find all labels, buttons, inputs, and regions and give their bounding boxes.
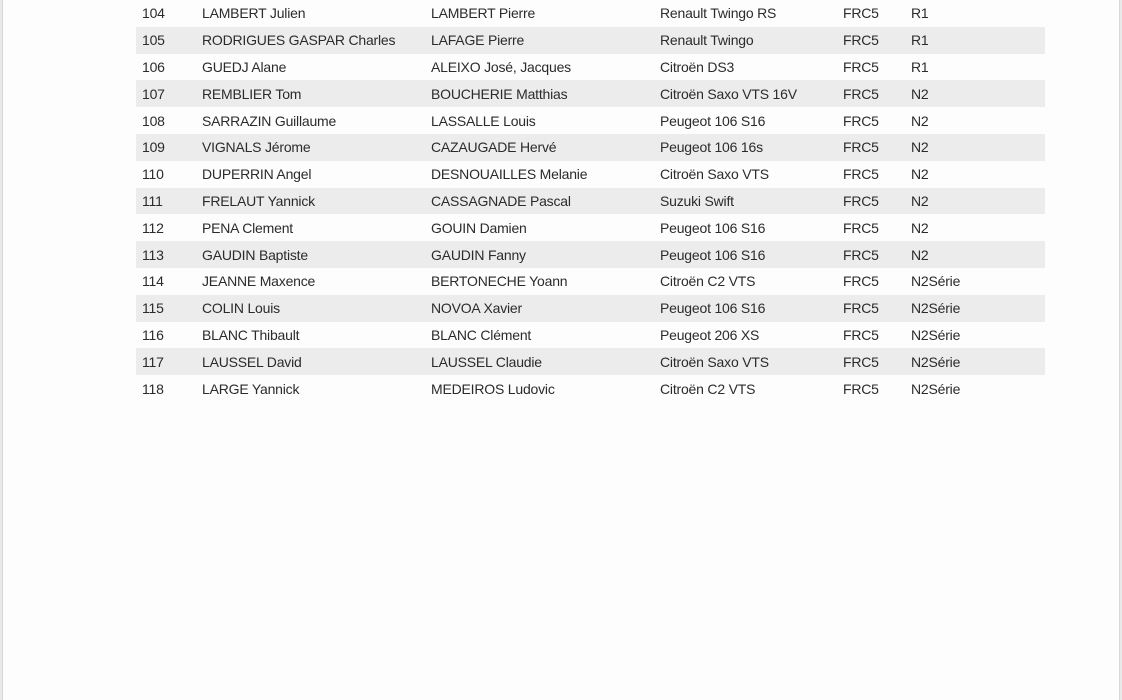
copilot-name: BLANC Clément	[431, 326, 532, 343]
entry-group: R1	[911, 27, 1045, 54]
car-model: Citroën Saxo VTS	[660, 166, 769, 183]
table-row	[136, 134, 1045, 161]
car-model: Renault Twingo	[660, 27, 843, 54]
entry-group: N2	[911, 134, 1045, 161]
pilot-name: LAMBERT Julien	[202, 5, 306, 22]
entry-list-table	[136, 0, 1045, 402]
entry-group: N2Série	[911, 273, 961, 290]
pilot-name: LAUSSEL David	[202, 348, 431, 375]
entry-group: N2Série	[911, 348, 1045, 375]
entry-number: 118	[142, 380, 164, 397]
pilot-name: GAUDIN Baptiste	[202, 241, 431, 268]
copilot-name: CASSAGNADE Pascal	[431, 188, 660, 215]
entry-class: FRC5	[843, 326, 879, 343]
pilot-name: LARGE Yannick	[202, 380, 300, 397]
entry-number: 110	[142, 166, 164, 183]
table-row	[136, 27, 1045, 54]
table-row	[136, 322, 1045, 349]
entry-class: FRC5	[843, 273, 879, 290]
copilot-name: LASSALLE Louis	[431, 112, 536, 129]
entry-number: 106	[142, 58, 165, 75]
table-row	[136, 214, 1045, 241]
entry-class: FRC5	[843, 166, 879, 183]
copilot-name: NOVOA Xavier	[431, 295, 660, 322]
copilot-name: CAZAUGADE Hervé	[431, 134, 660, 161]
table-row	[136, 0, 1045, 27]
pilot-name: REMBLIER Tom	[202, 80, 431, 107]
pilot-name: BLANC Thibault	[202, 326, 300, 343]
entry-group: N2Série	[911, 295, 1045, 322]
entry-class: FRC5	[843, 58, 879, 75]
car-model: Peugeot 106 16s	[660, 134, 843, 161]
entry-number: 105	[136, 27, 202, 54]
copilot-name: ALEIXO José, Jacques	[431, 58, 571, 75]
table-row	[136, 161, 1045, 188]
pilot-name: COLIN Louis	[202, 295, 431, 322]
entry-class: FRC5	[843, 5, 879, 22]
entry-list-body	[136, 0, 1045, 402]
entry-class: FRC5	[843, 219, 879, 236]
copilot-name: MEDEIROS Ludovic	[431, 380, 555, 397]
entry-number: 104	[142, 5, 165, 22]
car-model: Citroën Saxo VTS 16V	[660, 80, 843, 107]
car-model: Peugeot 106 S16	[660, 219, 766, 236]
copilot-name: BERTONECHE Yoann	[431, 273, 568, 290]
table-row	[136, 188, 1045, 215]
document-page	[2, 0, 1120, 700]
table-row	[136, 268, 1045, 295]
entry-group: N2	[911, 166, 929, 183]
table-row	[136, 80, 1045, 107]
copilot-name: LAMBERT Pierre	[431, 5, 536, 22]
entry-number: 117	[136, 348, 202, 375]
car-model: Peugeot 106 S16	[660, 112, 766, 129]
car-model: Citroën C2 VTS	[660, 273, 756, 290]
entry-class: FRC5	[843, 380, 879, 397]
entry-group: N2	[911, 219, 929, 236]
entry-group: N2	[911, 241, 1045, 268]
entry-group: R1	[911, 5, 929, 22]
entry-class: FRC5	[843, 134, 911, 161]
entry-class: FRC5	[843, 348, 911, 375]
copilot-name: LAUSSEL Claudie	[431, 348, 660, 375]
entry-group: N2Série	[911, 380, 961, 397]
copilot-name: DESNOUAILLES Melanie	[431, 166, 588, 183]
entry-group: N2	[911, 80, 1045, 107]
pilot-name: SARRAZIN Guillaume	[202, 112, 337, 129]
entry-number: 107	[136, 80, 202, 107]
car-model: Renault Twingo RS	[660, 5, 777, 22]
car-model: Citroën Saxo VTS	[660, 348, 843, 375]
car-model: Peugeot 206 XS	[660, 326, 760, 343]
car-model: Citroën DS3	[660, 58, 735, 75]
entry-number: 112	[142, 219, 164, 236]
car-model: Peugeot 106 S16	[660, 241, 843, 268]
pilot-name: PENA Clement	[202, 219, 293, 236]
pilot-name: GUEDJ Alane	[202, 58, 287, 75]
entry-class: FRC5	[843, 295, 911, 322]
entry-number: 115	[136, 295, 202, 322]
entry-group: N2	[911, 188, 1045, 215]
entry-class: FRC5	[843, 112, 879, 129]
entry-group: N2	[911, 112, 929, 129]
copilot-name: LAFAGE Pierre	[431, 27, 660, 54]
entry-class: FRC5	[843, 80, 911, 107]
table-row	[136, 241, 1045, 268]
pilot-name: JEANNE Maxence	[202, 273, 316, 290]
car-model: Peugeot 106 S16	[660, 295, 843, 322]
entry-number: 113	[136, 241, 202, 268]
table-row	[136, 348, 1045, 375]
pilot-name: DUPERRIN Angel	[202, 166, 312, 183]
entry-number: 109	[136, 134, 202, 161]
entry-group: N2Série	[911, 326, 961, 343]
entry-class: FRC5	[843, 27, 911, 54]
pilot-name: VIGNALS Jérome	[202, 134, 431, 161]
pilot-name: RODRIGUES GASPAR Charles	[202, 27, 431, 54]
table-row	[136, 107, 1045, 134]
entry-group: R1	[911, 58, 929, 75]
entry-number: 108	[142, 112, 165, 129]
car-model: Suzuki Swift	[660, 188, 843, 215]
copilot-name: GAUDIN Fanny	[431, 241, 660, 268]
entry-class: FRC5	[843, 188, 911, 215]
entry-number: 114	[142, 273, 164, 290]
table-row	[136, 375, 1045, 402]
copilot-name: BOUCHERIE Matthias	[431, 80, 660, 107]
entry-number: 111	[136, 188, 202, 215]
car-model: Citroën C2 VTS	[660, 380, 756, 397]
table-row	[136, 54, 1045, 81]
entry-class: FRC5	[843, 241, 911, 268]
entry-number: 116	[142, 326, 164, 343]
pilot-name: FRELAUT Yannick	[202, 188, 431, 215]
table-row	[136, 295, 1045, 322]
copilot-name: GOUIN Damien	[431, 219, 527, 236]
